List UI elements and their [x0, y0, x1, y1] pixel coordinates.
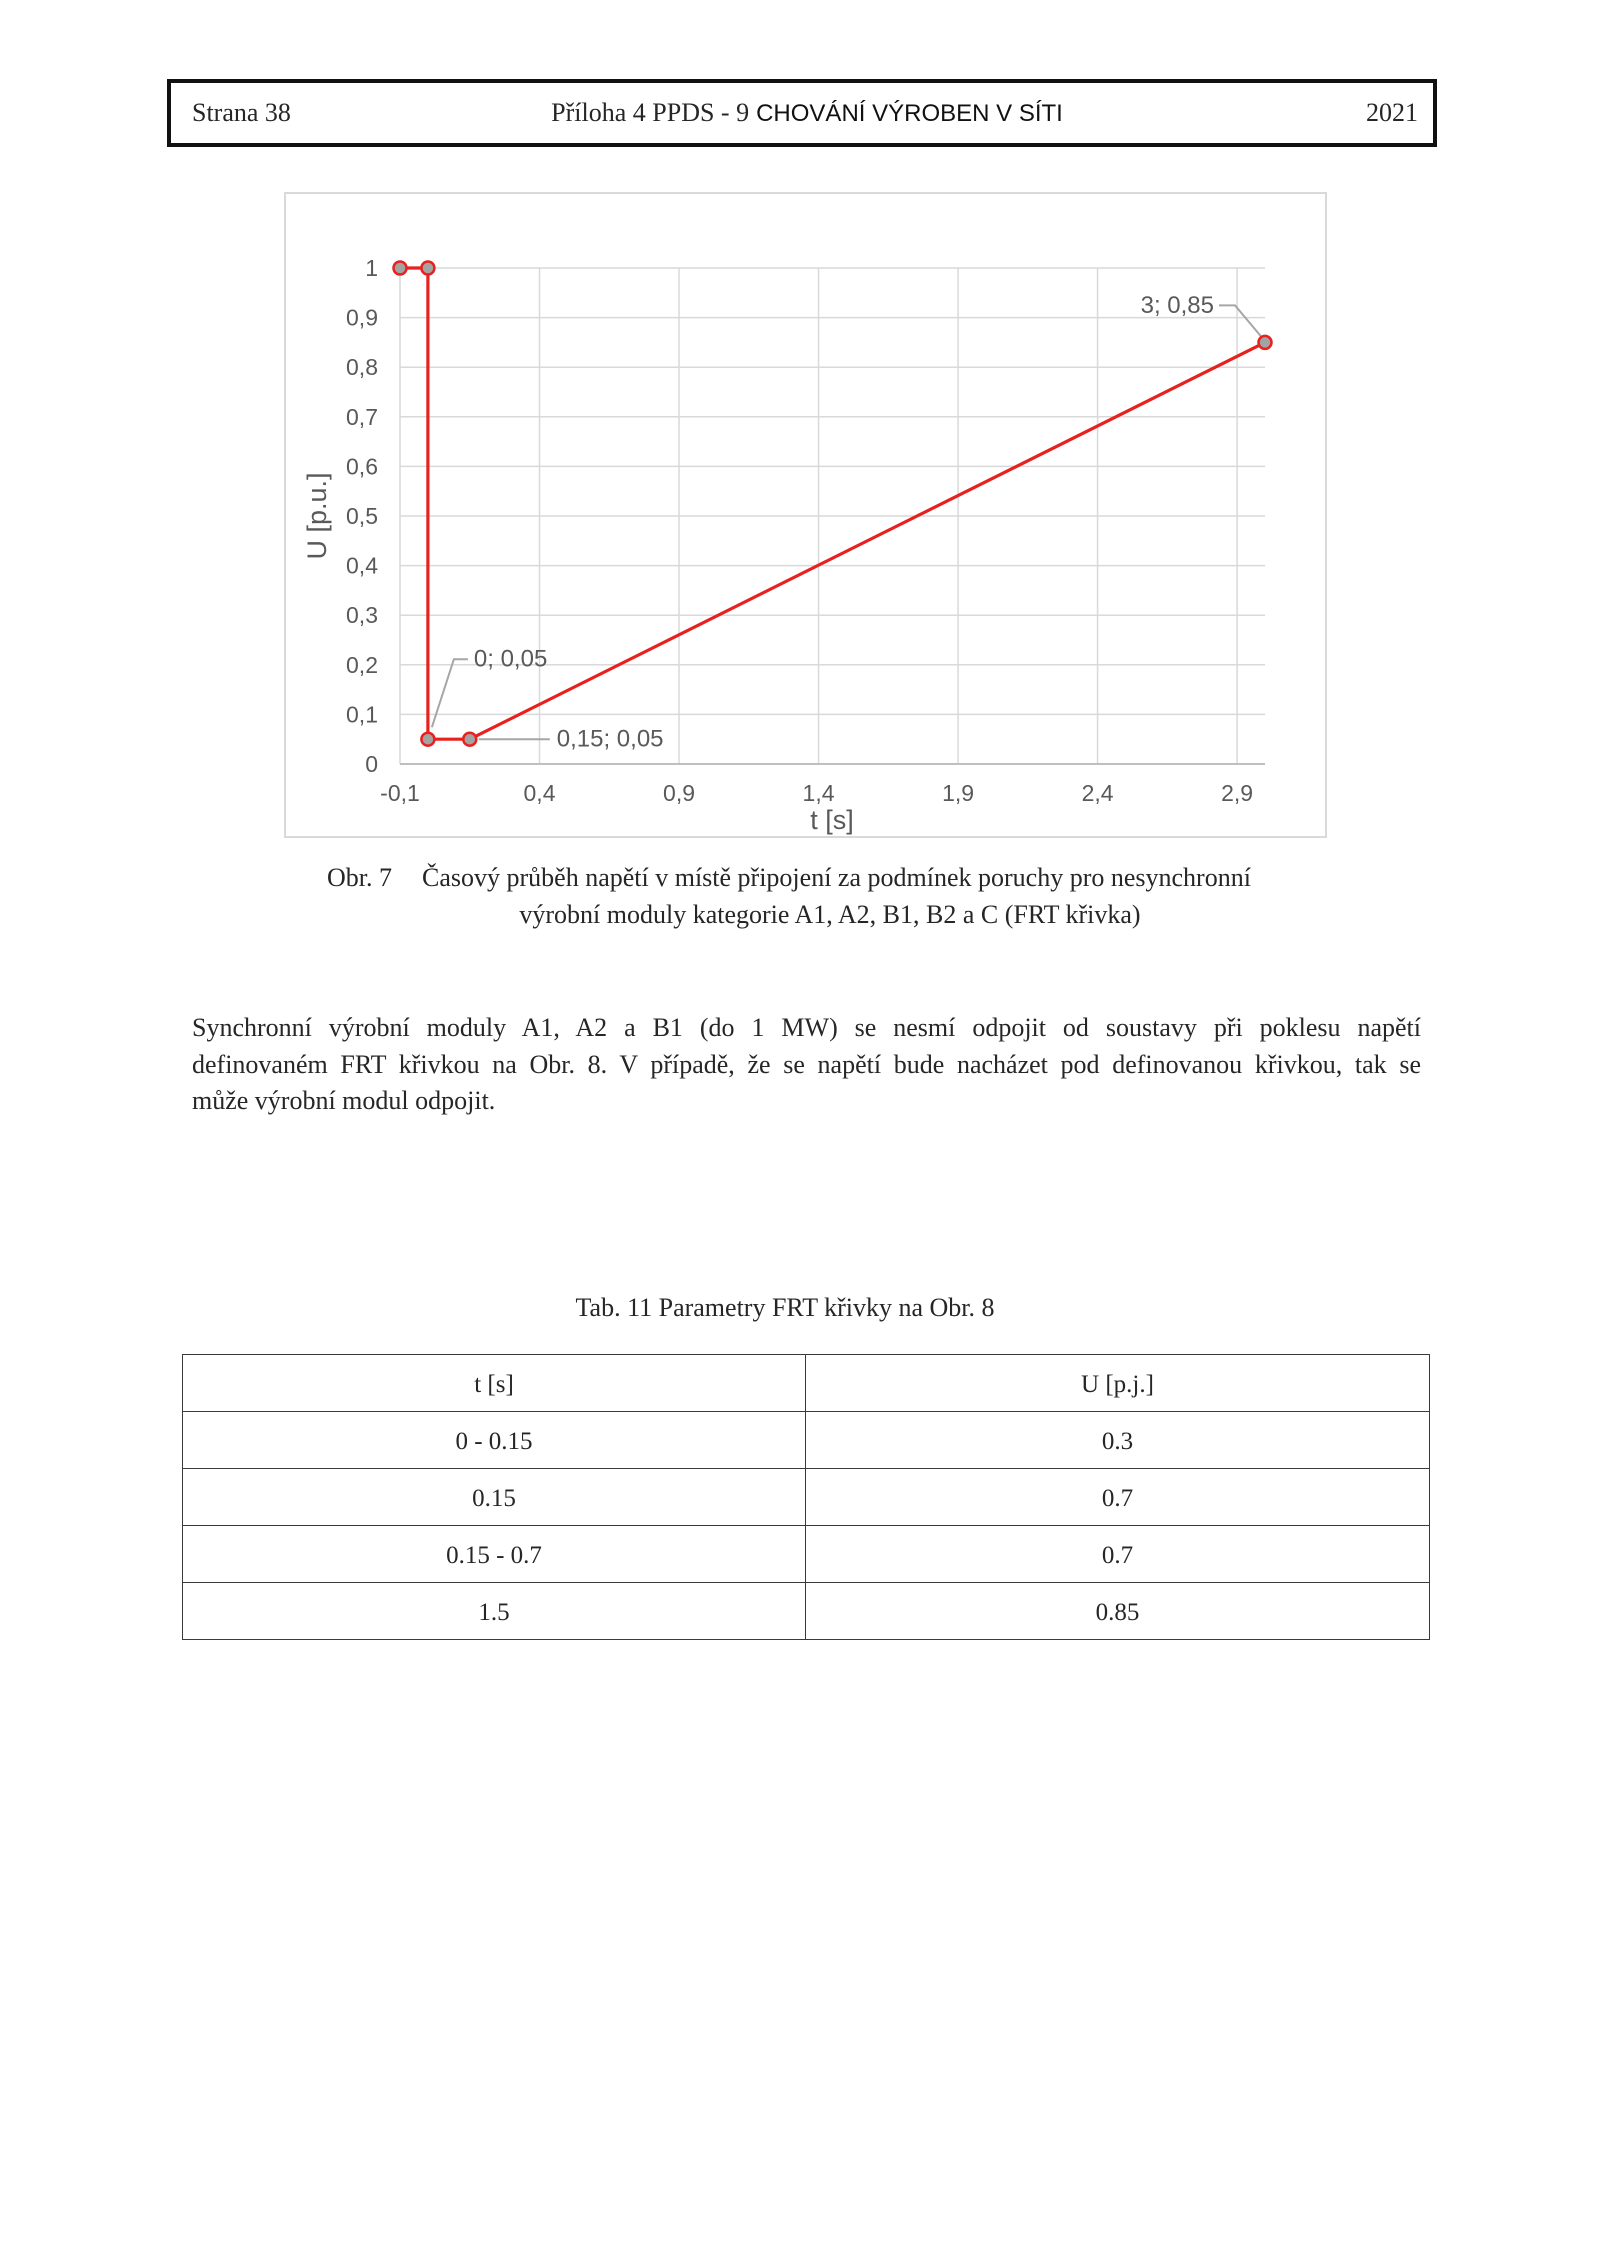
table-cell: 0.85: [1095, 1599, 1140, 1626]
page-header: [167, 79, 1437, 147]
chart-svg: [284, 192, 1327, 838]
y-tick-label: 1: [365, 255, 378, 281]
y-axis-title: U [p.u.]: [302, 472, 332, 560]
y-tick-label: 0,1: [346, 701, 378, 728]
data-label: 0,15; 0,05: [556, 725, 664, 753]
figure-caption-text-line2: výrobní moduly kategorie A1, A2, B1, B2 a C (FRT křivka): [519, 900, 1141, 929]
figure-caption-text-line1: Časový průběh napětí v místě připojení za podmínek poruchy pro nesynchronní: [422, 863, 1251, 892]
y-tick-label: 0,7: [346, 403, 378, 430]
y-tick-label: 0,6: [346, 453, 378, 480]
data-point-marker: [421, 262, 434, 275]
data-point-marker: [394, 262, 407, 275]
x-tick-label: 1,4: [802, 780, 835, 806]
header-title: [171, 83, 1433, 144]
table-cell: 0.3: [1101, 1428, 1134, 1455]
table-cell: 0.15: [183, 1469, 806, 1525]
table-cell: 0.15 - 0.7: [183, 1526, 806, 1582]
body-paragraph-line: může výrobní modul odpojit.: [192, 1086, 496, 1115]
x-tick-label: 1,9: [942, 780, 975, 806]
header-year: 2021: [1366, 98, 1418, 127]
x-tick-label: 2,9: [1221, 780, 1254, 806]
x-axis-title: t [s]: [810, 805, 854, 835]
table-row: [183, 1526, 1429, 1583]
table-cell: 0.7: [1101, 1542, 1134, 1569]
body-paragraph-line: Synchronní výrobní moduly A1, A2 a B1 (do 1 MW) se nesmí odpojit od soustavy při poklesu napětí: [192, 1013, 1421, 1042]
data-point-marker: [463, 733, 476, 746]
figure-caption-label: Obr. 7: [327, 863, 392, 892]
body-paragraph-line: definovaném FRT křivkou na Obr. 8. V případě, že se napětí bude nacházet pod definovanou křivkou, tak se: [192, 1049, 1421, 1079]
table-header-row: [183, 1355, 1429, 1412]
y-tick-label: 0,2: [346, 651, 378, 678]
x-tick-label: -0,1: [380, 780, 420, 806]
table-header-cell: U [p.j.]: [1081, 1371, 1154, 1398]
table-cell: 0.7: [1101, 1485, 1134, 1512]
y-tick-label: 0,8: [346, 354, 378, 381]
x-tick-label: 2,4: [1081, 780, 1114, 806]
frt-chart: [284, 192, 1327, 838]
y-tick-label: 0: [365, 751, 378, 777]
header-title-prefix: Příloha 4 PPDS - 9: [551, 98, 750, 127]
figure-caption: [327, 861, 1251, 895]
table-row: [183, 1583, 1429, 1639]
body-paragraph: [192, 1010, 1421, 1120]
frt-parameters-table: [182, 1354, 1430, 1640]
table-row: [183, 1469, 1429, 1526]
header-page-number: Strana 38: [192, 98, 291, 127]
y-tick-label: 0,4: [346, 552, 378, 579]
y-tick-label: 0,5: [346, 503, 378, 529]
data-label: 3; 0,85: [1140, 291, 1214, 319]
y-tick-label: 0,3: [346, 602, 378, 629]
table-row: [183, 1412, 1429, 1469]
x-tick-label: 0,9: [663, 780, 696, 806]
table-cell: 1.5: [183, 1583, 806, 1639]
data-point-marker: [1259, 336, 1272, 349]
y-tick-label: 0,9: [346, 304, 378, 331]
table-caption: Tab. 11 Parametry FRT křivky na Obr. 8: [575, 1293, 995, 1322]
header-title-section: CHOVÁNÍ VÝROBEN V SÍTI: [756, 100, 1063, 127]
x-tick-label: 0,4: [523, 780, 556, 806]
table-header-cell: t [s]: [183, 1355, 806, 1411]
data-point-marker: [421, 733, 434, 746]
table-cell: 0 - 0.15: [183, 1412, 806, 1468]
data-label: 0; 0,05: [473, 645, 548, 673]
